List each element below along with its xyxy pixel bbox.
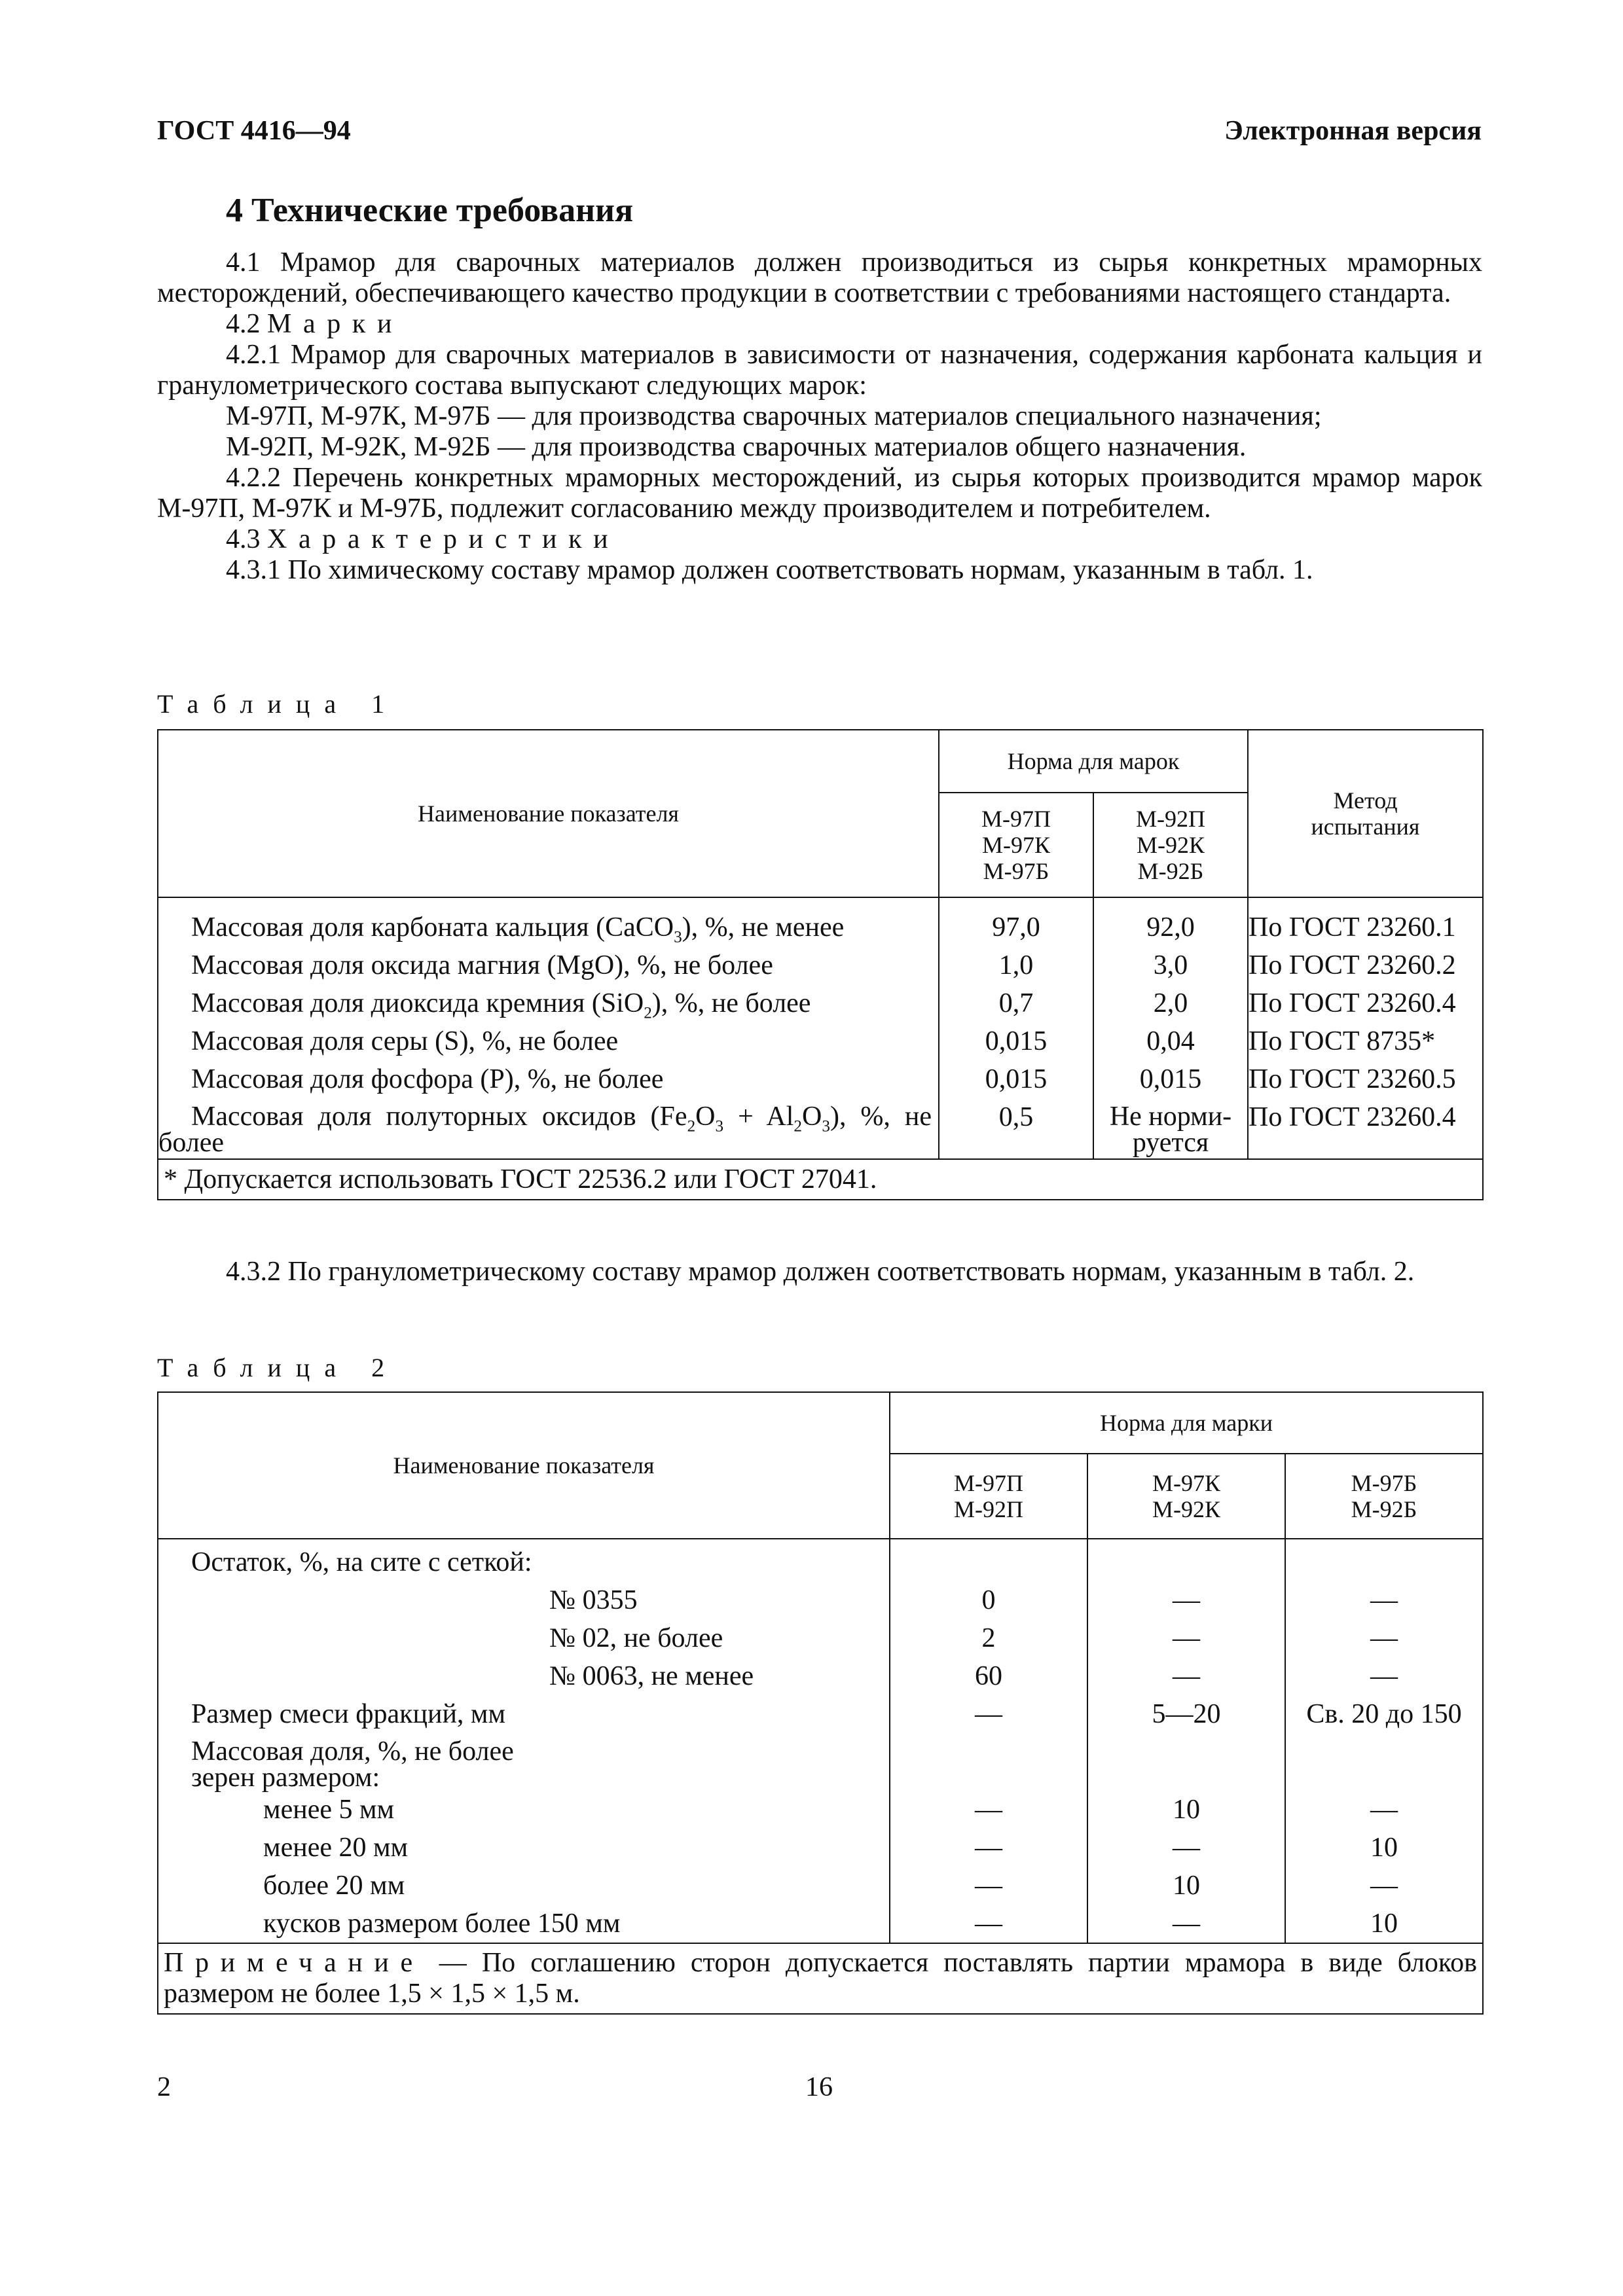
paragraph-4-2-1: 4.2.1 Мрамор для сварочных материалов в зависимости от назначения, содержания карбоната кальция и гранулометрического состава выпускают следующих марок: [157,340,1482,401]
table1-header-col2 [1093,793,1248,897]
table1-method: По ГОСТ 23260.2 [1249,950,1456,980]
table2-value: — [1173,1585,1200,1615]
table2-header-norm: Норма для марки [890,1392,1483,1454]
table2-row-name: Размер смеси фракций, мм [191,1699,506,1729]
paragraph-4-3-2-block [157,1257,1482,1287]
table2-value: 10 [1370,1833,1398,1863]
table1-mark-label: М-97П [981,806,1051,832]
table2-mark-label: М-92Б [1351,1496,1417,1522]
table2-value: — [975,1909,1002,1939]
table1-mark-label: М-97К [981,832,1050,858]
table2-value: 10 [1370,1909,1398,1939]
table2-mark-label: М-92К [1152,1496,1220,1522]
paragraph-4-3-1: 4.3.1 По химическому составу мрамор должен соответствовать нормам, указанным в табл. 1. [226,555,1313,585]
table1-col2-values [1093,897,1248,1159]
table2-mark-label: М-97П [954,1470,1023,1496]
table1-row-name: Массовая доля полуторных оксидов $(Fe_2O_3 + Al_2O_3)$, %, не [191,1102,932,1136]
table2-value: — [1370,1585,1398,1615]
table2-row-name: кусков размером более 150 мм [263,1909,621,1939]
table2 [157,1391,1484,2015]
table2-note [158,1943,1483,2014]
table1-mark-label: М-92П [1136,806,1205,832]
document-code: ГОСТ 4416—94 [157,116,351,146]
table1-header-method-line: Метод [1333,787,1398,814]
table2-header-col2 [1087,1454,1285,1539]
table1-method: По ГОСТ 8735* [1249,1026,1436,1056]
table2-header-col1 [890,1454,1087,1539]
table1-value: 97,0 [992,912,1040,942]
table2-row-name: Остаток, %, на сите с сеткой: [191,1547,532,1577]
table2-caption: Таблица 2 [157,1353,399,1382]
table2-mark-label: М-97Б [1351,1470,1417,1496]
table2-value: — [1173,1661,1200,1691]
table2-value: — [1173,1833,1200,1863]
table2-value: — [1370,1795,1398,1825]
table2-value: — [1370,1871,1398,1901]
paragraph-4-2-number: 4.2 [226,309,261,339]
table2-value: 0 [981,1585,996,1615]
table2-name-column [158,1539,890,1943]
table1-method-values [1248,897,1483,1159]
marks-general-line: М-92П, М-92К, М-92Б — для производства сварочных материалов общего назначения. [226,432,1247,462]
paragraph-4-3-word: Характеристики [267,524,620,554]
table2-value: — [975,1833,1002,1863]
table1-mark-label: М-92Б [1137,858,1204,884]
table2-row-name: № 0355 [549,1585,638,1615]
paragraph-4-2-word: Марки [267,309,404,339]
table2-value: — [975,1871,1002,1901]
table2-note-text: — По соглашению сторон допускается поставлять партии мрамора в виде блоков размером не более 1,5 × 1,5 × 1,5 м. [164,1948,1478,2009]
table1-header-norm: Норма для марок [939,730,1248,793]
table1-mark-label: М-92К [1136,832,1205,858]
table2-row-name: менее 20 мм [263,1833,409,1863]
table1-row-name: Массовая доля оксида магния (MgO), %, не более [191,950,773,980]
table2-col3-values [1285,1539,1483,1943]
table1-value: руется [1132,1128,1209,1158]
table1-footnote: * Допускается использовать ГОСТ 22536.2 или ГОСТ 27041. [158,1159,1483,1200]
table2-value: 10 [1173,1795,1200,1825]
table1-row-name: Массовая доля диоксида кремния (SiO$_2$), %, не более [191,988,811,1022]
table1-value: 3,0 [1153,950,1188,980]
table1-header-method [1248,730,1483,897]
table1-value: 1,0 [998,950,1034,980]
table2-note-label: Примечание [164,1948,424,1978]
table2-row-name: зерен размером: [191,1763,380,1793]
table1-mark-label: М-97Б [983,858,1049,884]
table1-value: 0,04 [1146,1026,1195,1056]
table1-value: 92,0 [1146,912,1195,942]
paragraph-4-3-number: 4.3 [226,524,261,554]
table1-value: 0,015 [985,1064,1048,1094]
table1-method: По ГОСТ 23260.1 [1249,912,1456,942]
table1-value: 0,5 [998,1102,1034,1132]
table2-value [1088,1543,1285,1581]
table2-col2-values [1087,1539,1285,1943]
table1-header-col1 [939,793,1093,897]
table2-value [1286,1543,1482,1581]
table1-method: По ГОСТ 23260.4 [1249,1102,1456,1132]
table2-value: — [975,1795,1002,1825]
table2-col1-values [890,1539,1087,1943]
table1-value: 0,015 [985,1026,1048,1056]
table1-value: Не норми- [1109,1102,1232,1132]
paragraph-4-2-2: 4.2.2 Перечень конкретных мраморных месторождений, из сырья которых производится мрамор марок М-97П, М-97К и М-97Б, подлежит согласованию между производителем и потребителем. [157,463,1482,524]
requirements-text-block [157,247,1482,586]
paragraph-4-2-heading [157,309,1482,340]
electronic-version-label: Электронная версия [1224,116,1482,146]
page-number-center: 16 [805,2072,833,2102]
table1-value: 0,015 [1139,1064,1202,1094]
table2-value: 60 [975,1661,1002,1691]
table2-value: 5—20 [1152,1699,1221,1729]
page-number-left: 2 [157,2072,171,2102]
table2-mark-label: М-92П [954,1496,1023,1522]
table1 [157,729,1484,1200]
table2-value: — [1370,1623,1398,1653]
table2-value [890,1543,1087,1581]
table2-row-name: № 02, не более [549,1623,723,1653]
paragraph-4-3-2: 4.3.2 По гранулометрическому составу мрамор должен соответствовать нормам, указанным в табл. 2. [226,1257,1415,1287]
table1-header-method-line: испытания [1311,814,1420,840]
table1-value: 0,7 [998,988,1034,1018]
table2-value: Св. 20 до 150 [1306,1699,1462,1729]
paragraph-4-3-heading [157,524,1482,555]
table2-value: — [975,1699,1002,1729]
paragraph-4-1: 4.1 Мрамор для сварочных материалов должен производиться из сырья конкретных мраморных месторождений, обеспечивающего качество продукции в соответствии с требованиями настоящего стандарта. [157,247,1482,308]
table2-header-name: Наименование показателя [158,1392,890,1539]
table2-mark-label: М-97К [1152,1470,1220,1496]
table2-header-col3 [1285,1454,1483,1539]
table1-row-name-continuation: более [158,1128,225,1158]
table2-row-name: Массовая доля, %, не более [191,1736,514,1767]
table1-col1-values [939,897,1093,1159]
table2-row-name: менее 5 мм [263,1795,395,1825]
table1-row-name: Массовая доля фосфора (P), %, не более [191,1064,664,1094]
table1-method: По ГОСТ 23260.4 [1249,988,1456,1018]
section-title: 4 Технические требования [226,192,634,229]
table1-row-name: Массовая доля серы (S), %, не более [191,1026,619,1056]
table1-value: 2,0 [1153,988,1188,1018]
table1-row-name: Массовая доля карбоната кальция (CaCO$_3$), %, не менее [191,912,845,946]
table2-value: — [1370,1661,1398,1691]
table2-row-name: более 20 мм [263,1871,405,1901]
table2-row-name: № 0063, не менее [549,1661,754,1691]
table2-value: — [1173,1623,1200,1653]
table1-name-column [158,897,939,1159]
table1-method: По ГОСТ 23260.5 [1249,1064,1456,1094]
table2-value: 2 [981,1623,996,1653]
table2-value: — [1173,1909,1200,1939]
marks-special-line: М-97П, М-97К, М-97Б — для производства сварочных материалов специального назначения; [226,401,1322,431]
table1-header-name: Наименование показателя [158,730,939,897]
table2-value: 10 [1173,1871,1200,1901]
table1-caption: Таблица 1 [157,689,399,719]
